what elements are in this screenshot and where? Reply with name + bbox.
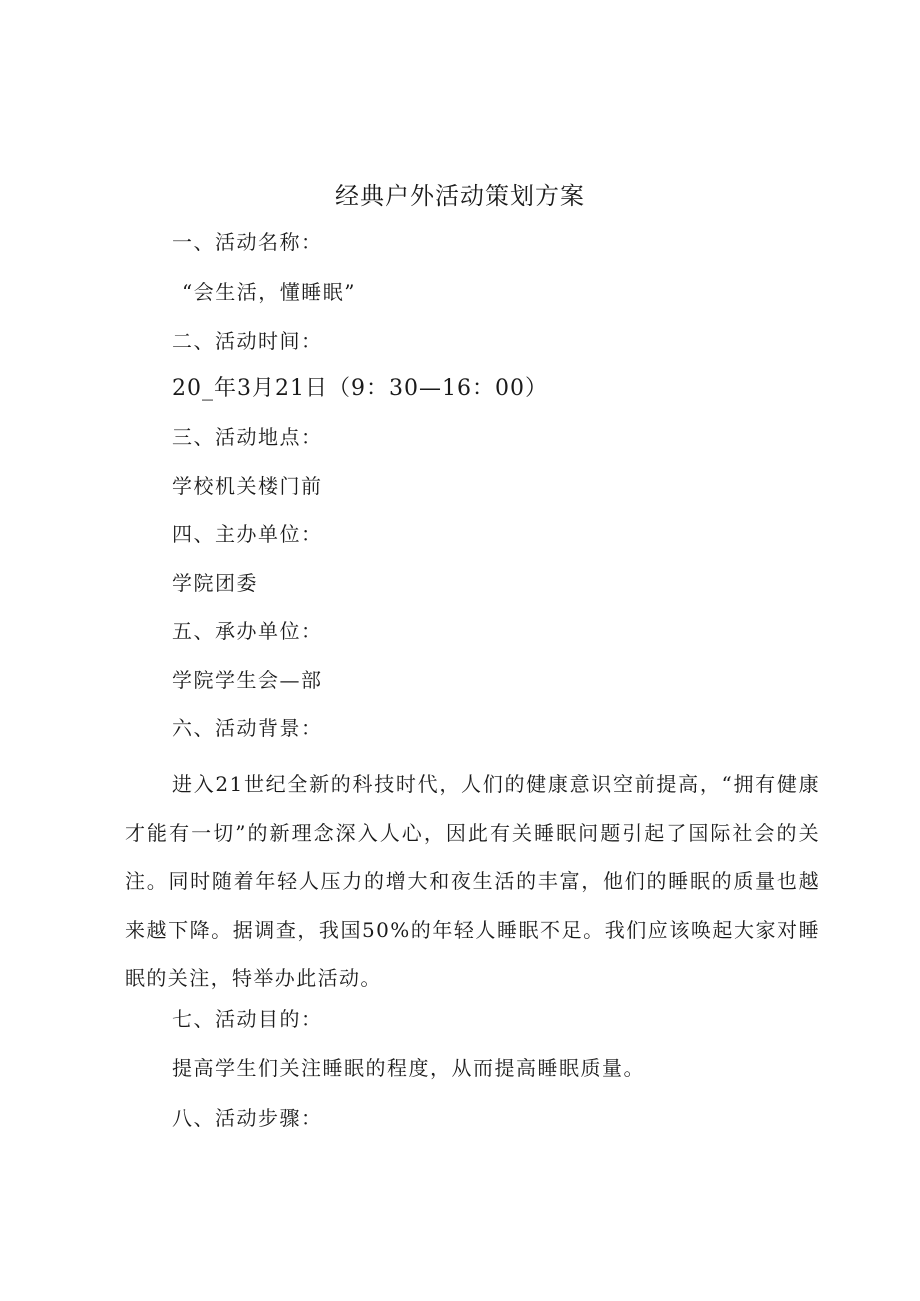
section-heading-co-organizer: 五、承办单位： [172,619,323,643]
section-heading-name: 一、活动名称： [172,230,323,254]
section-heading-time: 二、活动时间： [172,329,323,353]
section-heading-steps: 八、活动步骤： [172,1106,323,1130]
purpose-value: 提高学生们关注睡眠的程度，从而提高睡眠质量。 [172,1056,645,1080]
co-organizer-value: 学院学生会—部 [172,668,323,692]
organizer-value: 学院团委 [172,571,258,595]
section-heading-location: 三、活动地点： [172,425,323,449]
activity-location-value: 学校机关楼门前 [172,474,323,498]
document-title: 经典户外活动策划方案 [335,182,585,210]
section-heading-background: 六、活动背景： [172,716,323,740]
section-heading-purpose: 七、活动目的： [172,1007,323,1031]
activity-name-value: “会生活，懂睡眠” [182,280,356,304]
section-heading-organizer: 四、主办单位： [172,522,323,546]
background-paragraph: 进入21世纪全新的科技时代，人们的健康意识空前提高，“拥有健康才能有一切”的新理念深入人心，因此有关睡眠问题引起了国际社会的关注。同时随着年轻人压力的增大和夜生活的丰富，他们的睡眠的质量也越来越下降。据调查，我国50%的年轻人睡眠不足。我们应该唤起大家对睡眠的关注，特举办此活动。 [125,772,820,990]
activity-time-value: 20_年3月21日（9：30—16：00） [172,376,548,401]
